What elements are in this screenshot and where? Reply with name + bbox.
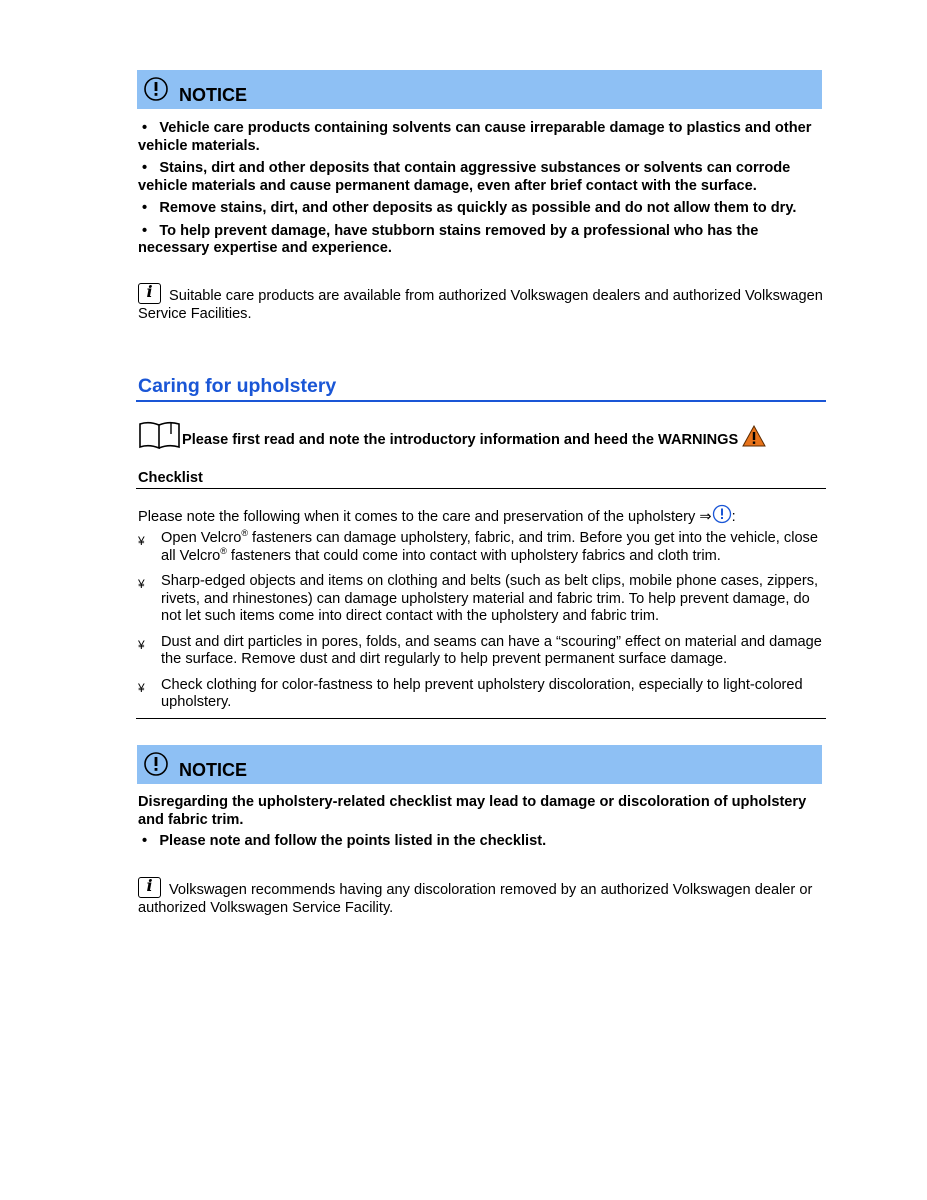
list-item: • Remove stains, dirt, and other deposits as quickly as possible and do not allow them to dry. [138, 200, 797, 216]
info-note: i Volkswagen recommends having any discoloration removed by an authorized Volkswagen dealer or authorized Volkswagen Service Facility. [138, 876, 813, 916]
warning-triangle-icon [742, 425, 766, 447]
notice-lead: Disregarding the upholstery-related checklist may lead to damage or discoloration of upholstery and fabric trim. [138, 794, 807, 828]
notice-icon [712, 504, 732, 524]
list-item: ¥ Open Velcro® fasteners can damage upholstery, fabric, and trim. Before you get into the vehicle, close all Velcro® fasteners that could come into contact with upholstery fabrics and cloth trim. [138, 528, 818, 564]
notice-items [138, 120, 828, 258]
intro-line: Please first read and note the introductory information and heed the WARNINGS [138, 421, 828, 450]
info-icon: i [138, 283, 161, 304]
book-icon [138, 421, 182, 449]
section-divider [136, 400, 826, 402]
list-item: ¥ Check clothing for color-fastness to help prevent upholstery discoloration, especially to light-colored upholstery. [138, 676, 803, 710]
list-item: ¥ Sharp-edged objects and items on clothing and belts (such as belt clips, mobile phone cases, zippers, rivets, and rhinestones) can damage upholstery material and fabric trim. To help prevent damage, do not let such items come into direct contact with the upholstery and fabric trim. [138, 573, 819, 624]
checklist [138, 530, 828, 720]
notice-banner [137, 70, 822, 109]
notice-icon [143, 76, 169, 102]
notice-banner [137, 745, 822, 784]
checklist-rule-bottom [136, 718, 826, 719]
checklist-lead: Please note the following when it comes to the care and preservation of the upholstery ⇒ : [138, 504, 828, 527]
info-icon: i [138, 877, 161, 898]
list-item: • To help prevent damage, have stubborn stains removed by a professional who has the necessary expertise and experience. [138, 222, 759, 256]
section-title: Caring for upholstery [138, 375, 337, 397]
list-item: • Stains, dirt and other deposits that contain aggressive substances or solvents can corrode vehicle materials and cause permanent damage, even after brief contact with the surface. [138, 160, 791, 194]
checklist-rule-top [136, 488, 826, 489]
list-item: • Vehicle care products containing solvents can cause irreparable damage to plastics and other vehicle materials. [138, 120, 812, 154]
list-item: • Please note and follow the points listed in the checklist. [138, 833, 547, 849]
notice-icon [143, 751, 169, 777]
notice-title: NOTICE [179, 760, 248, 780]
info-note: i Suitable care products are available from authorized Volkswagen dealers and authorized Volkswagen Service Facilities. [138, 282, 823, 322]
list-item: ¥ Dust and dirt particles in pores, folds, and seams can have a “scouring” effect on material and damage the surface. Remove dust and dirt regularly to help prevent permanent surface damage. [138, 633, 822, 667]
notice-title: NOTICE [179, 85, 248, 105]
checklist-heading: Checklist [138, 470, 203, 486]
